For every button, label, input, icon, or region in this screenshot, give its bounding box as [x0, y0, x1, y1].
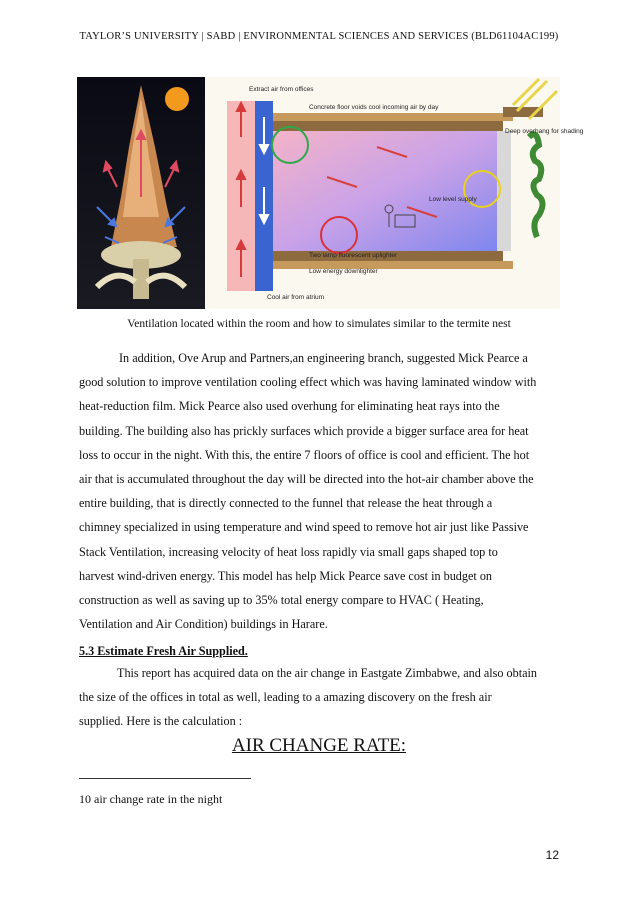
p1-line: In addition, Ove Arup and Partners,an engineering branch, suggested Mick Pearce a: [119, 351, 528, 365]
footnote-divider: [79, 778, 251, 779]
label-lowlevel: Low level supply: [429, 196, 477, 203]
p1-line: entire building, that is directly connected to the funnel that release the heat through a: [79, 496, 493, 511]
floor-slab-top: [273, 121, 503, 131]
p2-line: This report has acquired data on the air change in Eastgate Zimbabwe, and also obtain: [117, 666, 537, 680]
label-uplighter: Two lamp fluorescent uplighter: [309, 252, 398, 259]
paragraph-1: [79, 346, 563, 636]
section-heading: 5.3 Estimate Fresh Air Supplied.: [79, 644, 248, 658]
p1-line: heat-reduction film. Mick Pearce also used overhung for eliminating heat rays into the: [79, 399, 500, 414]
p2-line: supplied. Here is the calculation :: [79, 714, 243, 729]
p1-line: Ventilation and Air Condition) buildings in Harare.: [79, 617, 328, 632]
p1-line: good solution to improve ventilation cooling effect which was having laminated window with: [79, 375, 537, 390]
p1-line: building. The building also has prickly surfaces which provide a bigger surface area for heat: [79, 423, 529, 438]
sun-icon: [165, 87, 189, 111]
p1-line: Stack Ventilation, increasing velocity of heat loss rapidly via small gaps shaped top to: [79, 544, 498, 559]
p1-line: chimney specialized in using temperature and wind speed to remove hot air just like Passive: [79, 520, 529, 535]
p1-line: air that is accumulated throughout the day will be directed into the hot-air chamber above the: [79, 472, 534, 487]
p1-line: harvest wind-driven energy. This model has help Mick Pearce save cost in budget on: [79, 568, 493, 583]
p1-line: construction as well as saving up to 35% total energy compare to HVAC ( Heating,: [79, 593, 484, 608]
paragraph-2: [79, 661, 563, 734]
label-extract: Extract air from offices: [249, 86, 314, 93]
page-number: 12: [545, 848, 559, 862]
ventilation-figure: [77, 77, 584, 309]
air-change-rate-title: AIR CHANGE RATE:: [231, 735, 407, 756]
footnote: 10 air change rate in the night: [79, 792, 223, 806]
label-downlighter: Low energy downlighter: [309, 268, 378, 275]
label-coolair: Cool air from atrium: [267, 294, 325, 301]
figure-caption: Ventilation located within the room and how to simulates similar to the termite nest: [127, 318, 511, 330]
ventilation-diagram: [77, 77, 584, 309]
label-concrete: Concrete floor voids cool incoming air by day: [309, 104, 439, 111]
label-overhang: Deep overhang for shading: [505, 128, 584, 135]
p2-line: the size of the offices in total as well, leading to a amazing discovery on the fresh air: [79, 690, 492, 705]
p1-line: loss to occur in the night. With this, the entire 7 floors of office is cool and efficient. The hot: [79, 447, 530, 462]
page-header: TAYLOR’S UNIVERSITY | SABD | ENVIRONMENTAL SCIENCES AND SERVICES (BLD61104AC199): [79, 31, 559, 42]
